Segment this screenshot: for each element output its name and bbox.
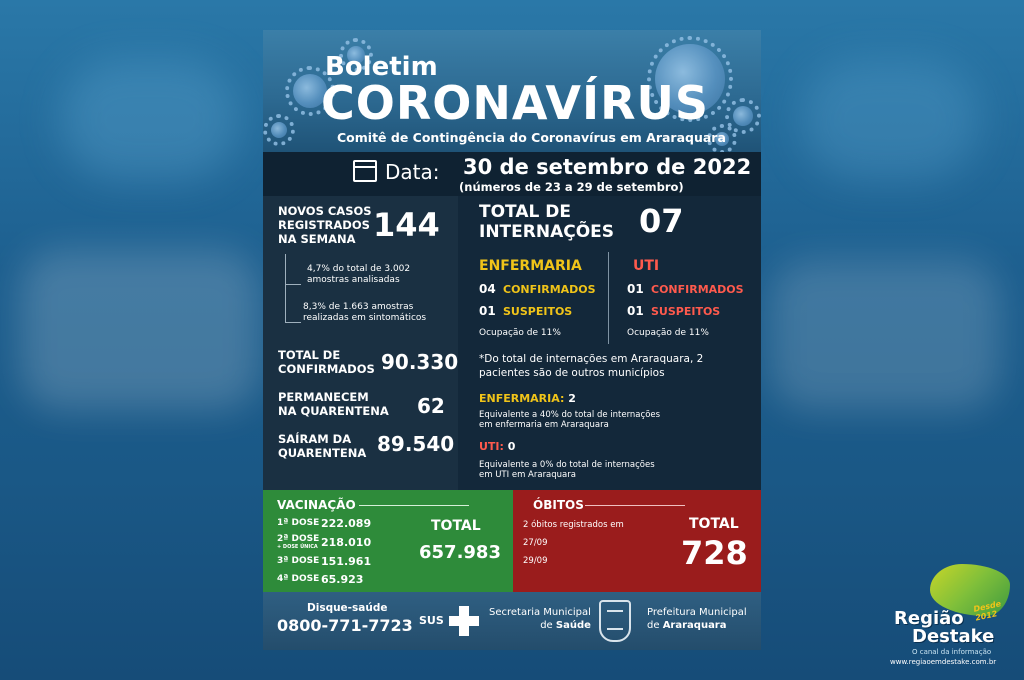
local-icu-line: UTI: 0 (479, 440, 516, 453)
watermark-line1: Região (894, 608, 964, 629)
date-bar (263, 152, 761, 196)
dose3-value: 151.961 (321, 555, 372, 568)
dose1-label: 1ª DOSE (277, 518, 320, 528)
icu-title: UTI (633, 258, 660, 274)
deaths-total-value: 728 (681, 534, 748, 572)
local-ward-note: Equivalente a 40% do total de internações em enfermaria em Araraquara (479, 410, 661, 430)
icu-suspect-num: 01 (627, 304, 644, 318)
samples-note: 4,7% do total de 3.002 amostras analisadas (307, 264, 411, 285)
hospitalization-value: 07 (639, 202, 684, 240)
date-label: Data: (385, 160, 440, 184)
local-ward-line: ENFERMARIA: 2 (479, 392, 576, 405)
dose2-label: 2ª DOSE (277, 534, 320, 544)
dose4-label: 4ª DOSE (277, 574, 320, 584)
date-value: 30 de setembro de 2022 (463, 155, 752, 179)
watermark-url: www.regiaoemdestake.com.br (890, 658, 997, 666)
watermark-badge: Desde 2012 (972, 599, 1002, 623)
ward-confirmed-label: CONFIRMADOS (503, 283, 596, 296)
date-range: (números de 23 a 29 de setembro) (459, 180, 684, 194)
other-cities-note: *Do total de internações em Araraquara, 2 pacientes são de outros municípios (479, 353, 704, 379)
left-quarantine-value: 89.540 (377, 432, 455, 456)
cases-panel (263, 196, 458, 490)
committee-subtitle: Comitê de Contingência do Coronavírus em Araraquara (337, 130, 726, 145)
health-secretariat: Secretaria Municipal de Saúde (489, 607, 591, 631)
left-quarantine-label: SAÍRAM DA QUARENTENA (278, 432, 367, 460)
hotline-number[interactable]: 0800-771-7723 (277, 616, 413, 635)
local-icu-note: Equivalente a 0% do total de internações em UTI em Araraquara (479, 460, 655, 480)
virus-icon (733, 106, 753, 126)
icu-confirmed-label: CONFIRMADOS (651, 283, 744, 296)
confirmed-value: 90.330 (381, 350, 459, 374)
dose4-value: 65.923 (321, 573, 364, 586)
bulletin-poster (263, 30, 761, 650)
deaths-date-2: 29/09 (523, 556, 548, 566)
dose1-value: 222.089 (321, 517, 372, 530)
sus-label: SUS (419, 614, 444, 627)
vaccination-title: VACINAÇÃO (277, 498, 356, 512)
ward-suspect-label: SUSPEITOS (503, 305, 573, 318)
footer (263, 592, 761, 650)
title-coronavirus: CORONAVÍRUS (321, 76, 709, 130)
quarantine-label: PERMANECEM NA QUARENTENA (278, 390, 389, 418)
deaths-title: ÓBITOS (533, 498, 584, 512)
confirmed-label: TOTAL DE CONFIRMADOS (278, 348, 375, 376)
deaths-panel (513, 490, 761, 592)
dose2-sub: + DOSE ÚNICA (277, 544, 318, 550)
title-boletim: Boletim (325, 52, 438, 82)
watermark-line2: Destake (912, 626, 995, 647)
bulletin-header (263, 30, 761, 152)
hospitalization-label: TOTAL DE INTERNAÇÕES (479, 202, 615, 242)
ward-suspect-num: 01 (479, 304, 496, 318)
symptomatic-note: 8,3% de 1.663 amostras realizadas em sintomáticos (303, 302, 427, 323)
ward-confirmed-num: 04 (479, 282, 496, 296)
quarantine-value: 62 (417, 394, 445, 418)
ward-title: ENFERMARIA (479, 258, 582, 274)
icu-occupancy: Ocupação de 11% (627, 328, 709, 338)
hospitalization-panel (463, 196, 761, 490)
vaccination-total-value: 657.983 (419, 542, 501, 563)
ward-occupancy: Ocupação de 11% (479, 328, 561, 338)
regiao-destake-watermark (890, 560, 1020, 670)
deaths-total-label: TOTAL (689, 516, 739, 532)
dose2-value: 218.010 (321, 536, 372, 549)
watermark-tagline: O canal da informação (912, 648, 992, 656)
virus-icon (271, 122, 287, 138)
deaths-date-1: 27/09 (523, 538, 548, 548)
deaths-note: 2 óbitos registrados em (523, 520, 624, 530)
new-cases-value: 144 (373, 206, 440, 244)
new-cases-label: NOVOS CASOS REGISTRADOS NA SEMANA (278, 204, 372, 246)
vaccination-total-label: TOTAL (431, 518, 481, 534)
vaccination-panel (263, 490, 513, 592)
sus-cross-icon (449, 606, 479, 636)
hotline-label: Disque-saúde (307, 602, 388, 614)
city-hall: Prefeitura Municipal de Araraquara (647, 607, 747, 631)
city-crest-icon (599, 600, 631, 642)
icu-confirmed-num: 01 (627, 282, 644, 296)
icu-suspect-label: SUSPEITOS (651, 305, 721, 318)
calendar-icon (353, 160, 377, 182)
dose3-label: 3ª DOSE (277, 556, 320, 566)
